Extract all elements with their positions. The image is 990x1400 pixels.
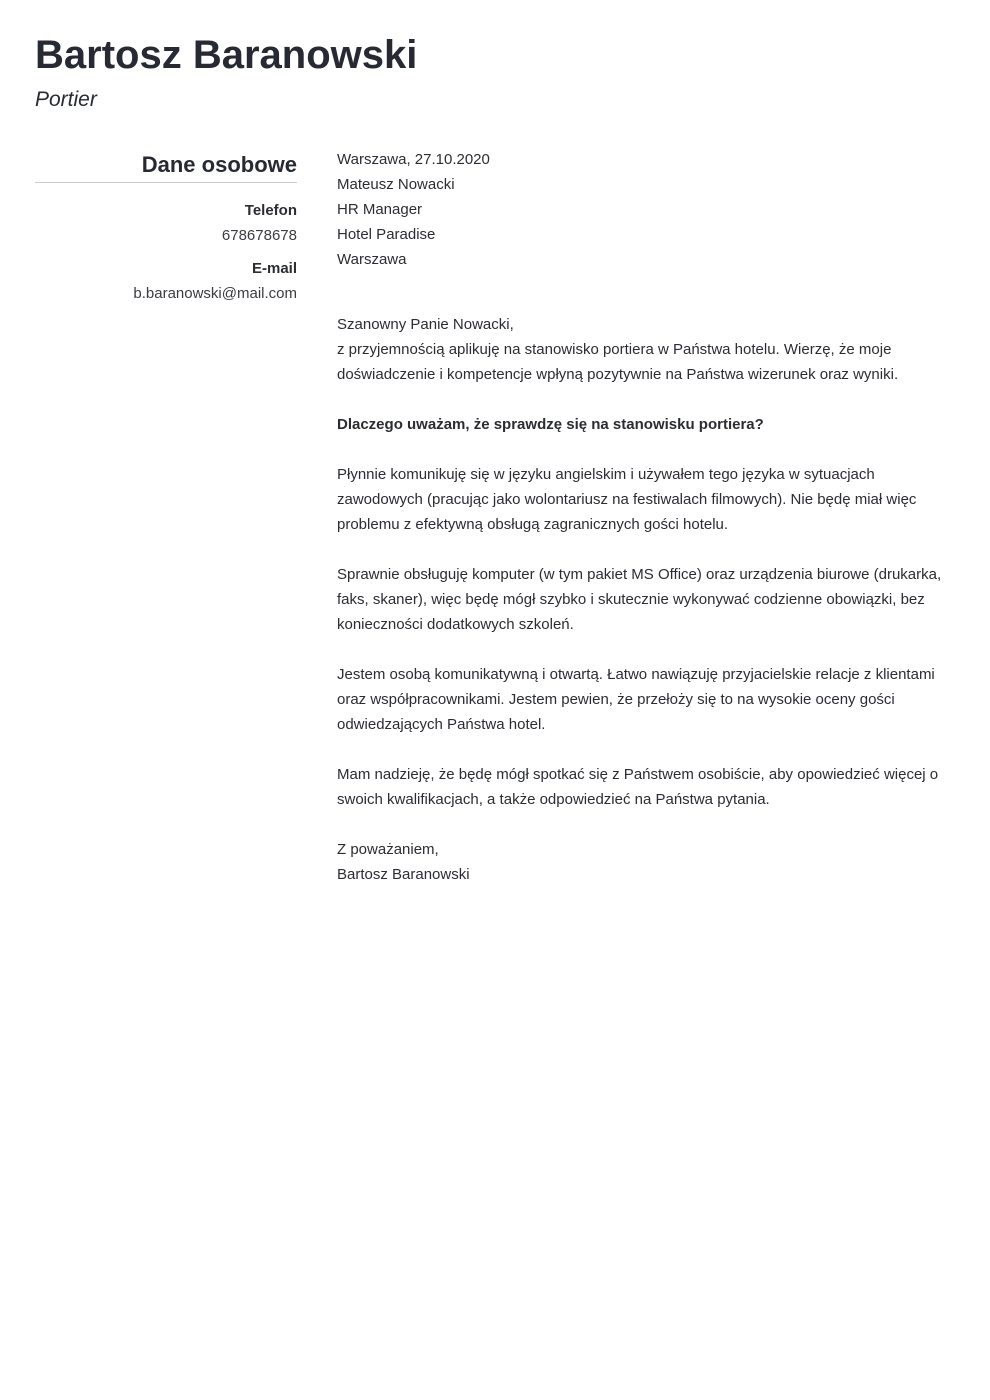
closing-block (337, 837, 947, 887)
sidebar (35, 150, 297, 304)
recipient-company: Hotel Paradise (337, 226, 436, 243)
recipient-position: HR Manager (337, 201, 423, 218)
body-paragraph: Płynnie komunikuję się w języku angielskim i używałem tego języka w sytuacjach zawodowych (pracując jako wolontariusz na festiwalach filmowych). Nie będę miał więc problemu z efektywną obsługą zagranicznych gości hotelu. (337, 466, 917, 533)
body-paragraph: Mam nadzieję, że będę mógł spotkać się z Państwem osobiście, aby opowiedzieć więcej o swoich kwalifikacjach, a także odpowiedzieć na Państwa pytania. (337, 766, 939, 808)
phone-value: 678678678 (221, 227, 297, 244)
letter-date: Warszawa, 27.10.2020 (337, 151, 490, 168)
salutation: Szanowny Panie Nowacki, (337, 316, 514, 333)
job-title: Portier (35, 88, 97, 111)
question-heading: Dlaczego uważam, że sprawdzę się na stanowisku portiera? (337, 416, 764, 433)
intro-paragraph: z przyjemnością aplikuję na stanowisko portiera w Państwa hotelu. Wierzę, że moje doświadczenie i kompetencje wpłyną pozytywnie na Państwa wizerunek oraz wyniki. (337, 341, 899, 383)
email-value: b.baranowski@mail.com (133, 285, 297, 302)
phone-block (35, 201, 297, 246)
closing-phrase: Z poważaniem, (337, 841, 439, 858)
applicant-name: Bartosz Baranowski (35, 33, 418, 77)
recipient-city: Warszawa (337, 251, 407, 268)
cover-letter (337, 147, 947, 887)
recipient-name: Mateusz Nowacki (337, 176, 455, 193)
body-paragraph: Jestem osobą komunikatywną i otwartą. Łatwo nawiązuję przyjacielskie relacje z klientami oraz współpracownikami. Jestem pewien, że przełoży się to na wysokie oceny gości odwiedzających Państwa hotel. (337, 666, 935, 733)
phone-label: Telefon (244, 202, 297, 219)
resume-header (35, 31, 417, 113)
email-block (35, 259, 297, 304)
signature: Bartosz Baranowski (337, 866, 470, 883)
email-label: E-mail (251, 260, 297, 277)
recipient-block (337, 172, 947, 272)
personal-data-heading: Dane osobowe (35, 150, 297, 183)
body-paragraph: Sprawnie obsługuję komputer (w tym pakiet MS Office) oraz urządzenia biurowe (drukarka, faks, skaner), więc będę mógł szybko i skutecznie wykonywać codzienne obowiązki, bez konieczności dodatkowych szkoleń. (337, 566, 942, 633)
